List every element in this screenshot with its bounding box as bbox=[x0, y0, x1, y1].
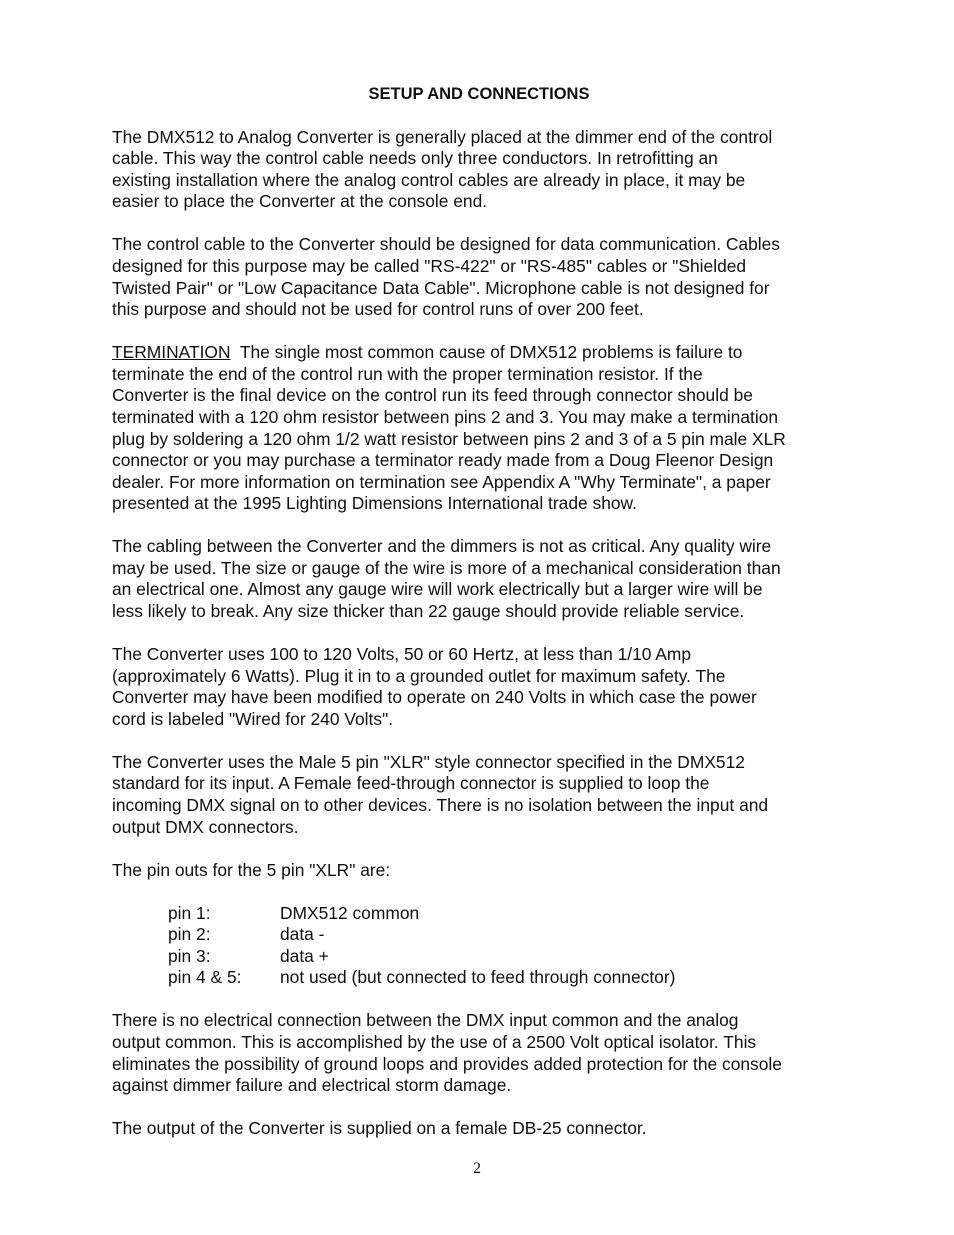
text-line bbox=[112, 342, 852, 364]
pin-description: not used (but connected to feed through connector) bbox=[280, 967, 676, 988]
text-line: cable. This way the control cable needs only three conductors. In retrofitting an bbox=[112, 148, 718, 169]
text-line: this purpose and should not be used for control runs of over 200 feet. bbox=[112, 299, 644, 320]
text-line: may be used. The size or gauge of the wire is more of a mechanical consideration than bbox=[112, 557, 781, 578]
pin-label: pin 1: bbox=[168, 902, 211, 923]
text-line: The cabling between the Converter and the dimmers is not as critical. Any quality wire bbox=[112, 536, 772, 557]
text-line: The Converter uses 100 to 120 Volts, 50 or 60 Hertz, at less than 1/10 Amp bbox=[112, 644, 692, 665]
text-line: terminated with a 120 ohm resistor between pins 2 and 3. You may make a termination bbox=[112, 406, 779, 427]
paragraph-pinouts-intro bbox=[112, 860, 852, 882]
pin-description: data + bbox=[280, 945, 329, 966]
text-line: terminate the end of the control run with the proper termination resistor. If the bbox=[112, 363, 703, 384]
paragraph-termination bbox=[112, 342, 852, 515]
text-line: Converter may have been modified to operate on 240 Volts in which case the power bbox=[112, 687, 757, 708]
pinout-list bbox=[168, 903, 852, 989]
text-line: The control cable to the Converter should be designed for data communication. Cables bbox=[112, 234, 780, 255]
pin-description: data - bbox=[280, 924, 325, 945]
text-line: connector or you may purchase a terminator ready made from a Doug Fleenor Design bbox=[112, 450, 774, 471]
pin-description: DMX512 common bbox=[280, 902, 420, 923]
paragraph-isolation bbox=[112, 1010, 852, 1096]
text-line: presented at the 1995 Lighting Dimensions International trade show. bbox=[112, 493, 637, 514]
text-line: against dimmer failure and electrical storm damage. bbox=[112, 1075, 512, 1096]
paragraph-cabling bbox=[112, 536, 852, 622]
text-line: (approximately 6 Watts). Plug it in to a grounded outlet for maximum safety. The bbox=[112, 665, 726, 686]
text-line: designed for this purpose may be called "RS-422" or "RS-485" cables or "Shielded bbox=[112, 255, 747, 276]
termination-heading: TERMINATION bbox=[112, 342, 231, 363]
pinout-row bbox=[168, 924, 852, 946]
paragraph-connector bbox=[112, 752, 852, 838]
text-line: The DMX512 to Analog Converter is generally placed at the dimmer end of the control bbox=[112, 126, 773, 147]
text-line: output common. This is accomplished by the use of a 2500 Volt optical isolator. This bbox=[112, 1031, 757, 1052]
pinout-row bbox=[168, 946, 852, 968]
text-line: incoming DMX signal on to other devices. There is no isolation between the input and bbox=[112, 794, 769, 815]
text-line: cord is labeled "Wired for 240 Volts". bbox=[112, 708, 394, 729]
paragraph-power bbox=[112, 644, 852, 730]
pinout-row bbox=[168, 903, 852, 925]
text-line: The Converter uses the Male 5 pin "XLR" style connector specified in the DMX512 bbox=[112, 751, 745, 772]
text-run: The single most common cause of DMX512 problems is failure to bbox=[230, 342, 743, 363]
text-line: existing installation where the analog control cables are already in place, it may be bbox=[112, 169, 746, 190]
text-line: an electrical one. Almost any gauge wire will work electrically but a larger wire will be bbox=[112, 579, 763, 600]
pin-label: pin 4 & 5: bbox=[168, 967, 242, 988]
page-number: 2 bbox=[473, 1160, 481, 1177]
text-line: eliminates the possibility of ground loops and provides added protection for the console bbox=[112, 1053, 782, 1074]
paragraph-control-cable bbox=[112, 234, 852, 320]
text-line: The pin outs for the 5 pin "XLR" are: bbox=[112, 859, 391, 880]
text-line: The output of the Converter is supplied on a female DB-25 connector. bbox=[112, 1118, 647, 1139]
text-line: standard for its input. A Female feed-through connector is supplied to loop the bbox=[112, 773, 710, 794]
paragraph-placement bbox=[112, 127, 852, 213]
document-page bbox=[112, 84, 852, 1161]
pin-label: pin 2: bbox=[168, 924, 211, 945]
pin-label: pin 3: bbox=[168, 945, 211, 966]
text-line: There is no electrical connection between the DMX input common and the analog bbox=[112, 1010, 739, 1031]
text-line: Twisted Pair" or "Low Capacitance Data Cable". Microphone cable is not designed for bbox=[112, 277, 770, 298]
text-line: easier to place the Converter at the console end. bbox=[112, 191, 488, 212]
paragraph-output bbox=[112, 1118, 852, 1140]
text-line: plug by soldering a 120 ohm 1/2 watt resistor between pins 2 and 3 of a 5 pin male XLR bbox=[112, 428, 786, 449]
text-line: less likely to break. Any size thicker than 22 gauge should provide reliable service. bbox=[112, 601, 745, 622]
page-title: SETUP AND CONNECTIONS bbox=[368, 85, 590, 103]
text-line: output DMX connectors. bbox=[112, 816, 299, 837]
text-line: dealer. For more information on termination see Appendix A "Why Terminate", a paper bbox=[112, 471, 771, 492]
pinout-row bbox=[168, 967, 852, 989]
text-line: Converter is the final device on the control run its feed through connector should be bbox=[112, 385, 753, 406]
